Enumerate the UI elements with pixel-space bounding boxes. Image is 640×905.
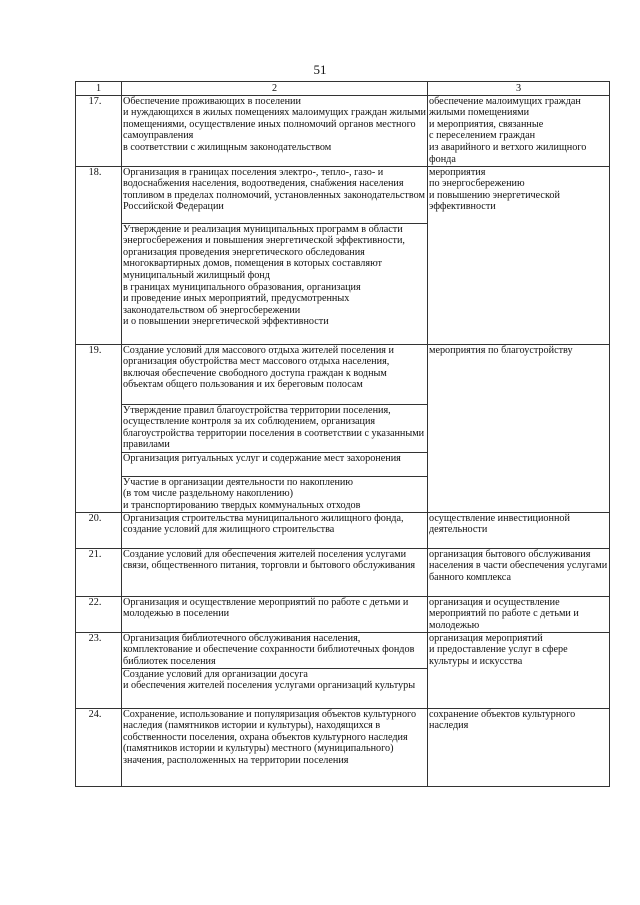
task-cell: Создание условий для массового отдыха жителей поселения и организация обустройства мест массового отдыха населения, включая обеспечение свободного доступа граждан к водным объектам общего пользования и их береговым полосам (122, 344, 428, 404)
table-row (76, 344, 610, 404)
activity-cell: мероприятия по благоустройству (428, 344, 610, 512)
row-number: 24. (76, 708, 122, 786)
table-row (76, 512, 610, 548)
activity-cell: осуществление инвестиционной деятельности (428, 512, 610, 548)
table-row (76, 95, 610, 166)
page-number: 51 (313, 62, 327, 77)
task-cell: Участие в организации деятельности по накоплению (в том числе раздельному накоплению) и транспортированию твердых коммунальных отходов (122, 476, 428, 512)
task-cell: Организация в границах поселения электро-, тепло-, газо- и водоснабжения населения, водоотведения, снабжения населения топливом в пределах полномочий, установленных законодательством Российской Федерации (122, 166, 428, 223)
activity-cell: организация и осуществление мероприятий по работе с детьми и молодежью (428, 596, 610, 632)
task-cell: Организация и осуществление мероприятий по работе с детьми и молодежью в поселении (122, 596, 428, 632)
row-number: 18. (76, 166, 122, 344)
table-row (76, 548, 610, 596)
row-number: 23. (76, 632, 122, 708)
activity-cell: сохранение объектов культурного наследия (428, 708, 610, 786)
activity-cell: организация мероприятий и предоставление услуг в сфере культуры и искусства (428, 632, 610, 708)
task-cell: Сохранение, использование и популяризация объектов культурного наследия (памятников истории и культуры), находящихся в собственности поселения, охрана объектов культурного наследия (памятников истории и культуры) местного (муниципального) значения, расположенных на территории поселения (122, 708, 428, 786)
row-number: 20. (76, 512, 122, 548)
table-row (76, 632, 610, 668)
task-cell: Обеспечение проживающих в поселении и нуждающихся в жилых помещениях малоимущих граждан жилыми помещениями, осуществление иных полномочий органов местного самоуправления в соответствии с жилищным законодательством (122, 95, 428, 166)
task-cell: Организация библиотечного обслуживания населения, комплектование и обеспечение сохранности библиотечных фондов библиотек поселения (122, 632, 428, 668)
activity-cell: организация бытового обслуживания населения в части обеспечения услугами банного комплекса (428, 548, 610, 596)
row-number: 17. (76, 95, 122, 166)
task-cell: Организация строительства муниципального жилищного фонда, создание условий для жилищного строительства (122, 512, 428, 548)
column-header-3: 3 (428, 82, 610, 96)
column-header-2: 2 (122, 82, 428, 96)
activity-cell: обеспечение малоимущих граждан жилыми помещениями и мероприятия, связанные с переселением граждан из аварийного и ветхого жилищного фонда (428, 95, 610, 166)
table-row (76, 596, 610, 632)
row-number: 22. (76, 596, 122, 632)
row-number: 21. (76, 548, 122, 596)
table-row (76, 166, 610, 223)
activity-cell: мероприятия по энергосбережению и повышению энергетической эффективности (428, 166, 610, 344)
table-header-row (76, 82, 610, 96)
task-cell: Утверждение и реализация муниципальных программ в области энергосбережения и повышения энергетической эффективности, организация проведения энергетического обследования многоквартирных домов, помещения в которых составляют муниципальный жилищный фонд в границах муниципального образования, организация и проведение иных мероприятий, предусмотренных законодательством об энергосбережении и о повышении энергетической эффективности (122, 223, 428, 344)
column-header-1: 1 (76, 82, 122, 96)
task-cell: Создание условий для организации досуга и обеспечения жителей поселения услугами организаций культуры (122, 668, 428, 708)
task-cell: Организация ритуальных услуг и содержание мест захоронения (122, 452, 428, 476)
table-row (76, 708, 610, 786)
task-cell: Создание условий для обеспечения жителей поселения услугами связи, общественного питания, торговли и бытового обслуживания (122, 548, 428, 596)
task-cell: Утверждение правил благоустройства территории поселения, осуществление контроля за их соблюдением, организация благоустройства территории поселения в соответствии с указанными правилами (122, 404, 428, 452)
powers-table (75, 81, 610, 787)
row-number: 19. (76, 344, 122, 512)
